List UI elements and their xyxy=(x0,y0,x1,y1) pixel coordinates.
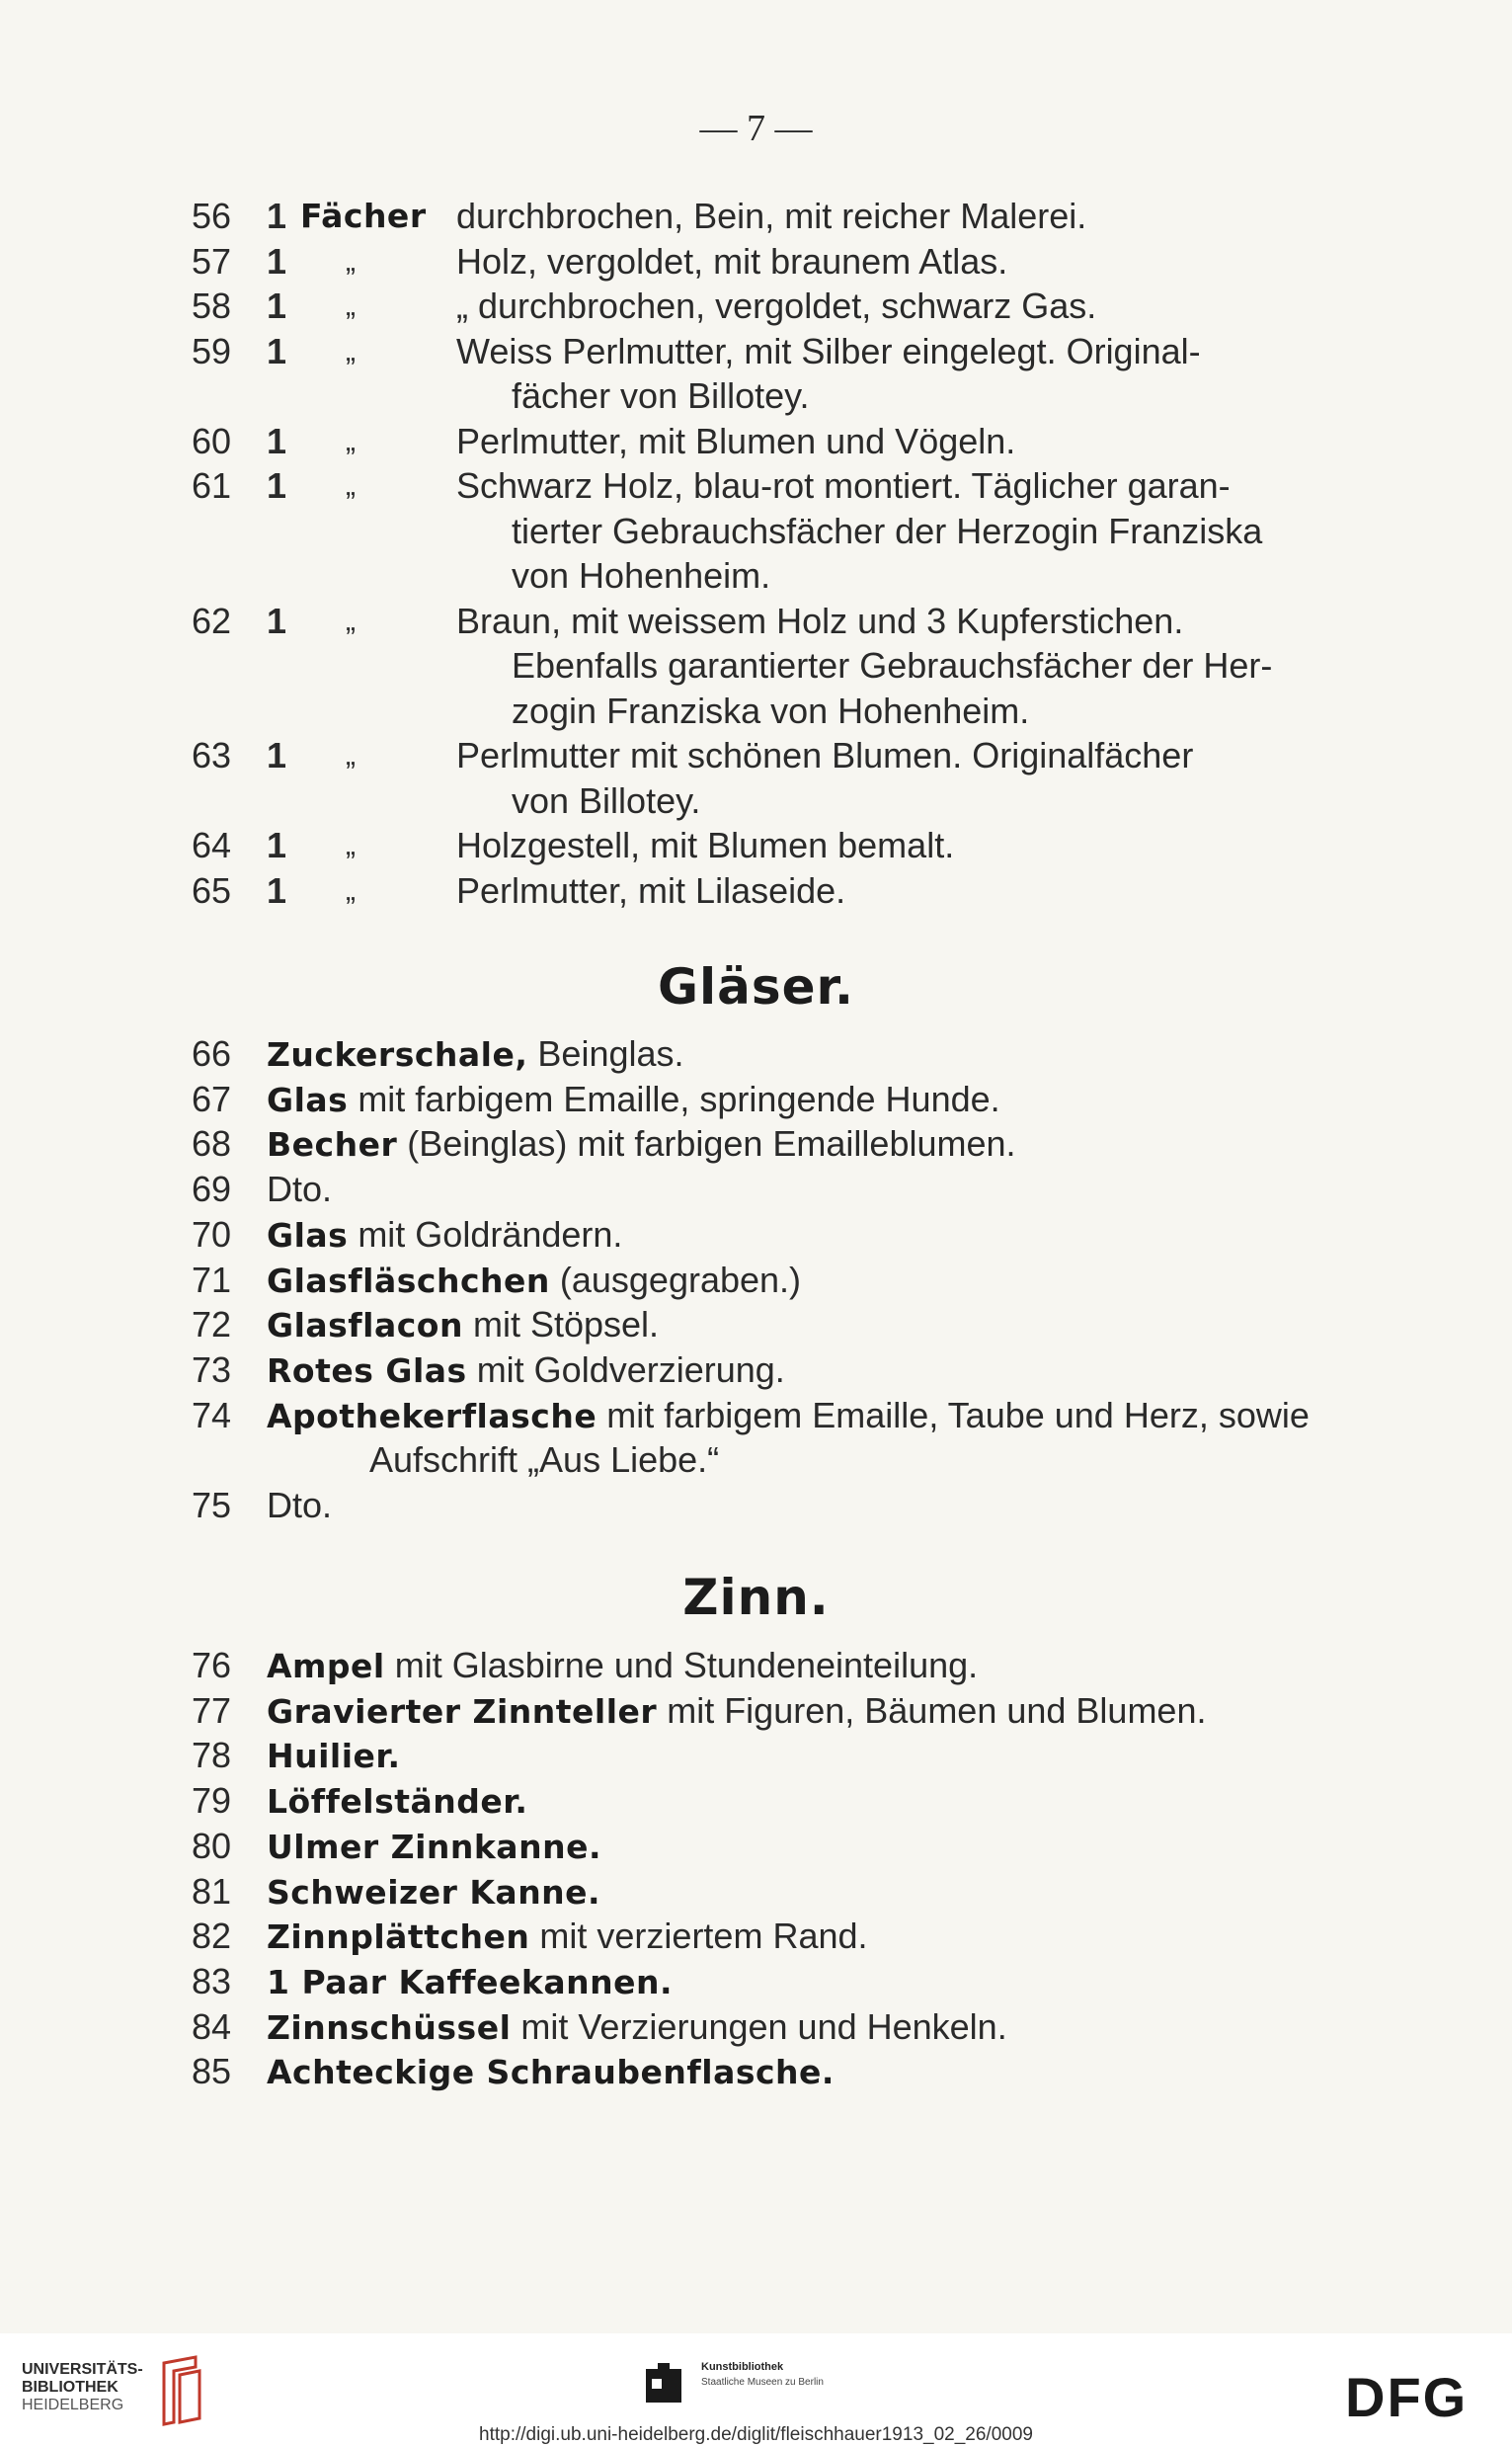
ditto-mark: „ xyxy=(346,873,356,907)
entry-number: 85 xyxy=(192,2051,232,2092)
entry-number: 66 xyxy=(192,1033,232,1074)
entry-number: 64 xyxy=(192,825,232,865)
entry-number: 74 xyxy=(192,1394,232,1435)
entry-number: 76 xyxy=(192,1645,232,1685)
entry-title: Rotes Glas xyxy=(267,1350,467,1390)
entry-title: Glas xyxy=(267,1080,349,1119)
entry-description: Holz, vergoldet, mit braunem Atlas. xyxy=(456,240,1008,282)
entry-quantity: 1 xyxy=(267,869,287,911)
entry-title: Ampel xyxy=(267,1647,385,1685)
entry-description: „ durchbrochen, vergoldet, schwarz Gas. xyxy=(456,285,1097,326)
entry-text xyxy=(267,1395,1310,1437)
entry-description-cont: Ebenfalls garantierter Gebrauchsfächer der Her- xyxy=(512,645,1273,686)
entry-text xyxy=(267,1079,1000,1121)
entry-text xyxy=(267,1826,601,1868)
ub-line-1: UNIVERSITÄTS- xyxy=(22,2361,143,2378)
entry-number: 65 xyxy=(192,869,232,911)
entry-description: mit Stöpsel. xyxy=(462,1304,660,1345)
entry-text xyxy=(267,1260,801,1302)
entry-number: 59 xyxy=(192,330,232,371)
entry-description-cont: tierter Gebrauchsfächer der Herzogin Franziska xyxy=(512,510,1263,551)
entry-title: Huilier. xyxy=(267,1737,401,1776)
entry-description: mit Verzierungen und Henkeln. xyxy=(511,2005,1007,2047)
entry-quantity: 1 xyxy=(267,285,287,326)
entry-description: mit verziertem Rand. xyxy=(529,1916,868,1957)
dfg-logo[interactable]: DFG xyxy=(1345,2366,1469,2428)
entry-number: 63 xyxy=(192,735,232,775)
ub-emblem-icon xyxy=(156,2353,205,2432)
entry-text xyxy=(267,1645,978,1687)
entry-title: Zinnplättchen xyxy=(267,1917,530,1957)
entry-number: 82 xyxy=(192,1916,232,1957)
entry-text xyxy=(267,1780,527,1823)
ditto-mark: „ xyxy=(346,469,356,502)
entry-title: Zinnschüssel xyxy=(267,2007,512,2047)
ub-heidelberg-logo[interactable] xyxy=(22,2361,143,2414)
entry-quantity: 1 xyxy=(267,600,287,641)
ditto-mark: „ xyxy=(346,244,356,278)
entry-text xyxy=(267,1304,659,1346)
entry-description: Holzgestell, mit Blumen bemalt. xyxy=(456,825,955,865)
entry-description-cont: Aufschrift „Aus Liebe.“ xyxy=(369,1439,720,1481)
entry-description: (ausgegraben.) xyxy=(549,1259,802,1300)
entry-title: Achteckige Schraubenflasche. xyxy=(267,2053,835,2092)
permalink-url[interactable]: http://digi.ub.uni-heidelberg.de/diglit/fleischhauer1913_02_26/0009 xyxy=(479,2424,1033,2445)
entry-number: 62 xyxy=(192,600,232,641)
entry-description-cont: von Hohenheim. xyxy=(512,555,771,596)
entry-number: 80 xyxy=(192,1825,232,1866)
entry-title: Glasfläschchen xyxy=(267,1261,550,1300)
entry-description: mit Goldrändern. xyxy=(348,1213,623,1255)
ditto-mark: „ xyxy=(346,829,356,861)
kunstbibliothek-emblem-icon xyxy=(640,2361,689,2408)
entry-title: Schweizer Kanne. xyxy=(267,1872,601,1912)
entry-number: 67 xyxy=(192,1078,232,1119)
ditto-mark: „ xyxy=(346,334,356,367)
entry-quantity: 1 xyxy=(267,825,287,865)
entry-text xyxy=(267,1169,332,1210)
entry-text xyxy=(267,1690,1206,1733)
entry-number: 56 xyxy=(192,196,232,236)
entry-title: Zuckerschale, xyxy=(267,1035,528,1074)
entry-number: 75 xyxy=(192,1485,232,1525)
entry-description: Dto. xyxy=(267,1485,333,1525)
entry-text xyxy=(267,2006,1007,2049)
entry-text xyxy=(267,1123,1016,1166)
entry-text xyxy=(267,1916,868,1958)
entry-description-cont: zogin Franziska von Hohenheim. xyxy=(512,690,1030,731)
ditto-mark: „ xyxy=(346,604,356,637)
entry-number: 71 xyxy=(192,1259,232,1300)
ditto-mark: „ xyxy=(346,289,356,322)
kunstbibliothek-title: Kunstbibliothek xyxy=(701,2361,784,2373)
entry-title: Glas xyxy=(267,1215,349,1255)
entry-description: Perlmutter, mit Lilaseide. xyxy=(456,869,846,911)
entry-number: 58 xyxy=(192,285,232,326)
entry-number: 57 xyxy=(192,240,232,282)
entry-text xyxy=(267,1349,785,1392)
kunstbibliothek-subtitle: Staatliche Museen zu Berlin xyxy=(701,2377,824,2388)
entry-description: Weiss Perlmutter, mit Silber eingelegt. Original- xyxy=(456,330,1201,371)
entry-number: 73 xyxy=(192,1348,232,1390)
entry-title: Apothekerflasche xyxy=(267,1396,597,1435)
ditto-mark: „ xyxy=(346,424,356,457)
entry-number: 84 xyxy=(192,2005,232,2047)
entry-description: mit farbigem Emaille, springende Hunde. xyxy=(348,1078,1000,1119)
entry-number: 68 xyxy=(192,1123,232,1165)
entry-title: Löffelständer. xyxy=(267,1782,528,1822)
ub-line-2: BIBLIOTHEK xyxy=(22,2379,119,2396)
entry-number: 81 xyxy=(192,1870,232,1912)
page-number: — 7 — xyxy=(699,108,813,149)
entry-description: Perlmutter, mit Blumen und Vögeln. xyxy=(456,420,1016,461)
entry-description: mit Figuren, Bäumen und Blumen. xyxy=(657,1689,1207,1731)
ditto-mark: „ xyxy=(346,739,356,772)
entry-number: 79 xyxy=(192,1780,232,1822)
entry-title: 1 Paar Kaffeekannen. xyxy=(267,1962,673,2001)
entry-text xyxy=(267,1033,684,1076)
entry-text xyxy=(267,1871,600,1914)
entry-text xyxy=(267,1485,332,1526)
entry-description: mit Glasbirne und Stundeneinteilung. xyxy=(384,1645,979,1685)
entry-description: Dto. xyxy=(267,1169,333,1210)
entry-number: 69 xyxy=(192,1169,232,1210)
entry-number: 72 xyxy=(192,1304,232,1345)
entry-quantity: 1 xyxy=(267,240,287,282)
entry-description-cont: von Billotey. xyxy=(512,779,701,821)
entry-title: Glasflacon xyxy=(267,1306,463,1345)
entry-number: 78 xyxy=(192,1735,232,1776)
entry-number: 61 xyxy=(192,465,232,506)
entry-description: Perlmutter mit schönen Blumen. Originalfächer xyxy=(456,735,1194,775)
entry-description: Beinglas. xyxy=(527,1033,684,1074)
entry-quantity: 1 xyxy=(267,735,287,775)
entry-number: 70 xyxy=(192,1213,232,1255)
entry-description: mit farbigem Emaille, Taube und Herz, sowie xyxy=(597,1394,1310,1435)
entry-number: 77 xyxy=(192,1689,232,1731)
section-heading-zinn: Zinn. xyxy=(682,1569,830,1626)
entry-text xyxy=(267,2051,835,2093)
entry-title: Gravierter Zinnteller xyxy=(267,1691,658,1731)
entry-description: Braun, mit weissem Holz und 3 Kupferstichen. xyxy=(456,600,1184,641)
entry-description: Schwarz Holz, blau-rot montiert. Täglicher garan- xyxy=(456,465,1231,506)
entry-title: Ulmer Zinnkanne. xyxy=(267,1827,601,1866)
entry-description-cont: fächer von Billotey. xyxy=(512,375,810,416)
entry-quantity: 1 xyxy=(267,465,287,506)
entry-quantity: 1 xyxy=(267,420,287,461)
section-heading-glaeser: Gläser. xyxy=(657,958,855,1016)
library-footer xyxy=(0,2333,1512,2446)
entry-text xyxy=(267,1735,401,1777)
entry-description: mit Goldverzierung. xyxy=(466,1348,785,1390)
entry-number: 60 xyxy=(192,420,232,461)
entry-quantity: 1 xyxy=(267,330,287,371)
kunstbibliothek-logo[interactable] xyxy=(640,2361,824,2413)
entry-title: Fächer xyxy=(300,197,427,235)
entry-number: 83 xyxy=(192,1960,232,2001)
entry-quantity: 1 xyxy=(267,196,287,236)
entry-description: (Beinglas) mit farbigen Emailleblumen. xyxy=(397,1123,1016,1165)
entry-description: durchbrochen, Bein, mit reicher Malerei. xyxy=(456,196,1087,236)
entry-text xyxy=(267,1214,622,1257)
ub-line-3: HEIDELBERG xyxy=(22,2397,124,2413)
entry-title: Becher xyxy=(267,1125,398,1165)
entry-text xyxy=(267,1961,673,2003)
